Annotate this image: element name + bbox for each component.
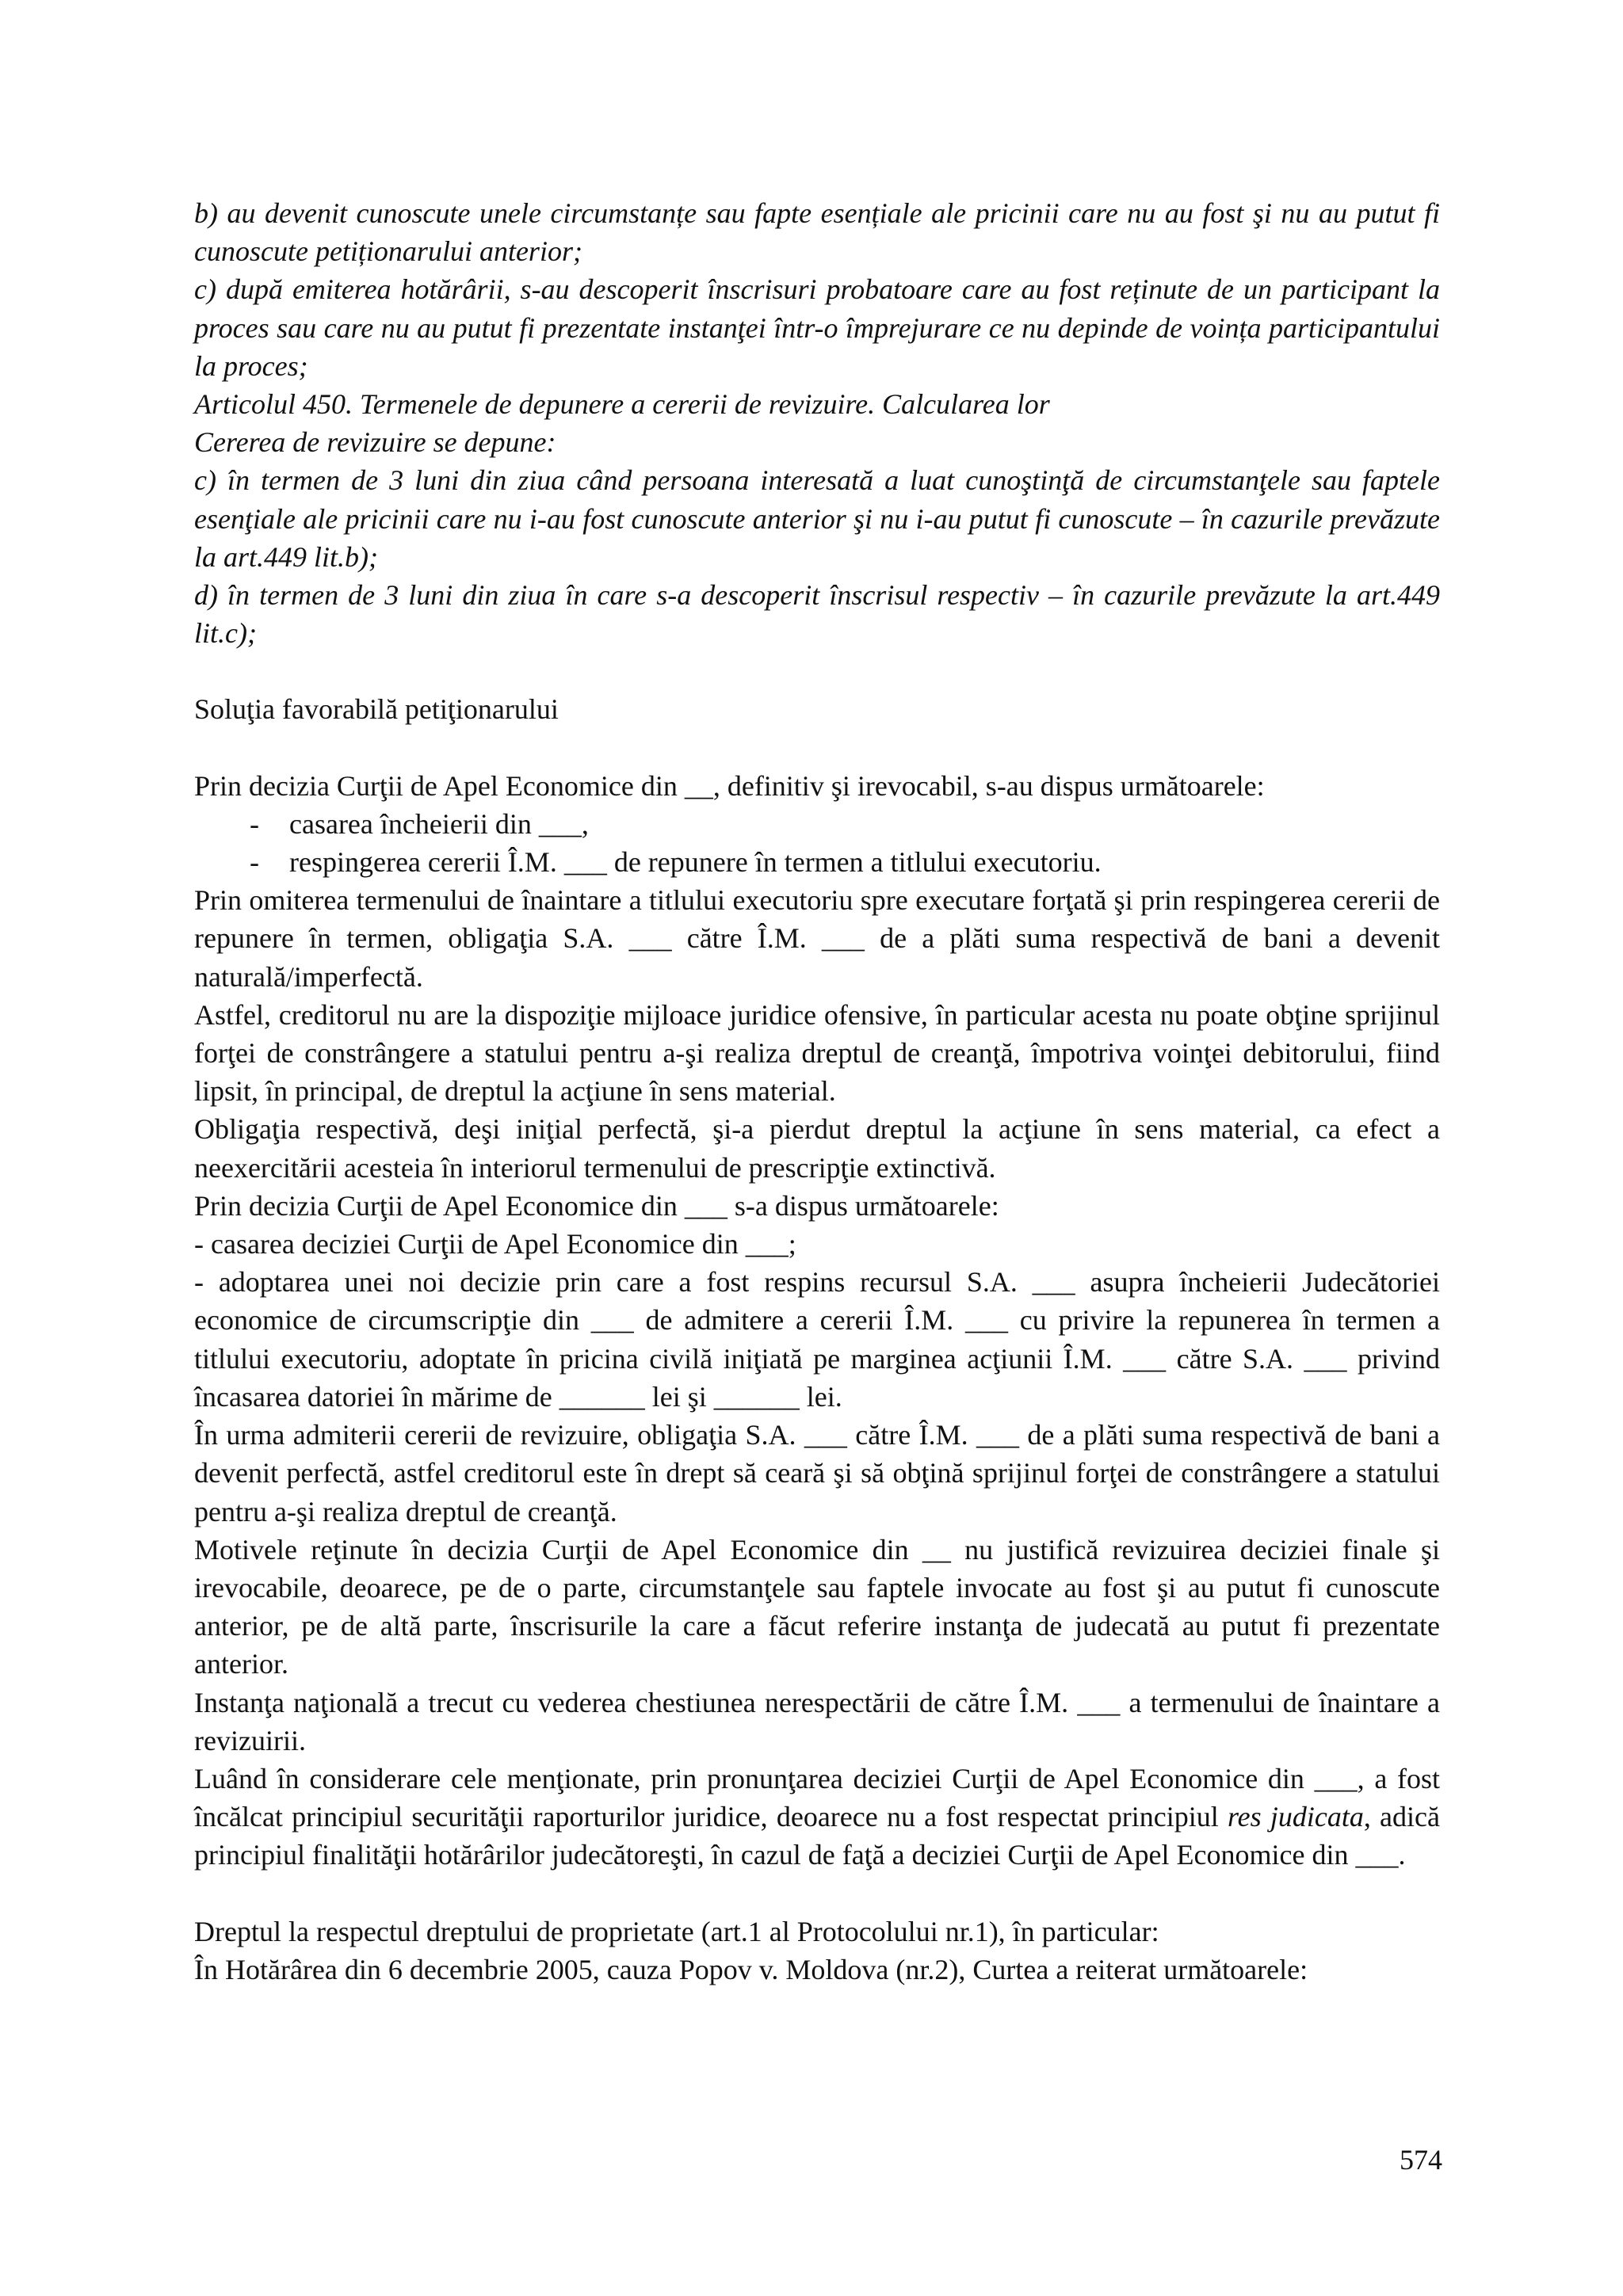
article-450-item-c: c) în termen de 3 luni din ziua când persoana interesată a luat cunoştinţă de circumstanţele sau faptele esenţiale ale pricinii care nu i-au fost cunoscute anterior şi nu i-au putut fi cunoscute – în cazurile prevăzute la art.449 lit.b); [194,464,1440,573]
body-paragraph: Obligaţia respectivă, deşi iniţial perfectă, şi-a pierdut dreptul la acţiune în sens material, ca efect a neexercitării acesteia în interiorul termenului de prescripţie extinctivă. [194,1113,1440,1184]
article-450-item-d: d) în termen de 3 luni din ziua în care s-a descoperit înscrisul respectiv – în cazurile prevăzute la art.449 lit.c); [194,579,1440,650]
document-body [194,194,1440,1989]
body-paragraph: În urma admiterii cererii de revizuire, obligaţia S.A. ___ către Î.M. ___ de a plăti suma respectivă de bani a devenit perfectă, astfel creditorul este în drept să ceară şi să obţină sprijinul forţei de constrângere a statului pentru a-şi realiza dreptul de creanţă. [194,1419,1440,1527]
article-450-intro: Cererea de revizuire se depune: [194,426,556,459]
res-judicata-paragraph [194,1760,1440,1875]
body-paragraph: - adoptarea unei noi decizie prin care a fost respins recursul S.A. ___ asupra încheierii Judecătoriei economice de circumscripţie din ___ de admitere a cererii Î.M. ___ cu privire la repunerea în termen a titlului executoriu, adoptate în pricina civilă iniţiată pe marginea acţiunii Î.M. ___ către S.A. ___ privind încasarea datoriei în mărime de ______ lei şi ______ lei. [194,1266,1440,1413]
dash-marker: - [250,807,259,840]
body-paragraph: Prin omiterea termenului de înaintare a titlului executoriu spre executare forţată şi prin respingerea cererii de repunere în termen, obligaţia S.A. ___ către Î.M. ___ de a plăti suma respectivă de bani a devenit naturală/imperfectă. [194,884,1440,993]
res-judicata-text-before: Luând în considerare cele menţionate, prin pronunţarea deciziei Curţii de Apel Economice din ___, a fost încălcat principiul securităţii raporturilor juridice, deoarece nu a fost respectat principiul [194,1762,1440,1833]
closing-paragraph: În Hotărârea din 6 decembrie 2005, cauza Popov v. Moldova (nr.2), Curtea a reiterat următoarele: [194,1953,1308,1985]
page-number: 574 [1400,2144,1442,2176]
dash-list-item [194,805,1440,843]
article-450-title: Articolul 450. Termenele de depunere a cererii de revizuire. Calcularea lor [194,388,1050,421]
spacer [194,1875,1440,1913]
quoted-article-item-b: b) au devenit cunoscute unele circumstanțe sau fapte esențiale ale pricinii care nu au fost şi nu au putut fi cunoscute petiționarului anterior; [194,197,1440,268]
body-paragraph: Motivele reţinute în decizia Curţii de Apel Economice din __ nu justifică revizuirea deciziei finale şi irevocabile, deoarece, pe de o parte, circumstanţele sau faptele invocate au fost şi au putut fi cunoscute anterior, pe de altă parte, înscrisurile la care a făcut referire instanţa de judecată au putut fi prezentate anterior. [194,1533,1440,1680]
body-paragraph: Astfel, creditorul nu are la dispoziţie mijloace juridice ofensive, în particular acesta nu poate obţine sprijinul forţei de constrângere a statului pentru a-şi realiza dreptul de creanţă, împotriva voinţei debitorului, fiind lipsit, în principal, de dreptul la acţiune în sens material. [194,998,1440,1108]
body-paragraph: Prin decizia Curţii de Apel Economice din ___ s-a dispus următoarele: [194,1189,999,1222]
intro-paragraph: Prin decizia Curţii de Apel Economice din __, definitiv şi irevocabil, s-au dispus următoarele: [194,769,1265,802]
closing-paragraph: Dreptul la respectul dreptului de proprietate (art.1 al Protocolului nr.1), în particular: [194,1915,1159,1947]
quoted-article-item-c: c) după emiterea hotărârii, s-au descoperit înscrisuri probatoare care au fost reținute de un participant la proces sau care nu au putut fi prezentate instanţei într-o împrejurare ce nu depinde de voința participantului la proces; [194,273,1440,382]
dash-list-item [194,843,1440,881]
dash-list-item-text: respingerea cererii Î.M. ___ de repunere în termen a titlului executoriu. [289,846,1102,879]
spacer [194,652,1440,690]
body-paragraph: Instanţa naţională a trecut cu vederea chestiunea nerespectării de către Î.M. ___ a termenului de înaintare a revizuirii. [194,1686,1440,1756]
body-paragraph: - casarea deciziei Curţii de Apel Economice din ___; [194,1228,796,1261]
spacer [194,729,1440,767]
dash-marker: - [250,846,259,879]
dash-list-item-text: casarea încheierii din ___, [289,807,589,840]
res-judicata-term: res judicata [1227,1801,1364,1833]
res-judicata-text-after: , adică principiul finalităţii hotărârilor judecătoreşti, în cazul de faţă a deciziei Curţii de Apel Economice din ___. [194,1801,1440,1871]
section-heading: Soluţia favorabilă petiţionarului [194,693,559,726]
